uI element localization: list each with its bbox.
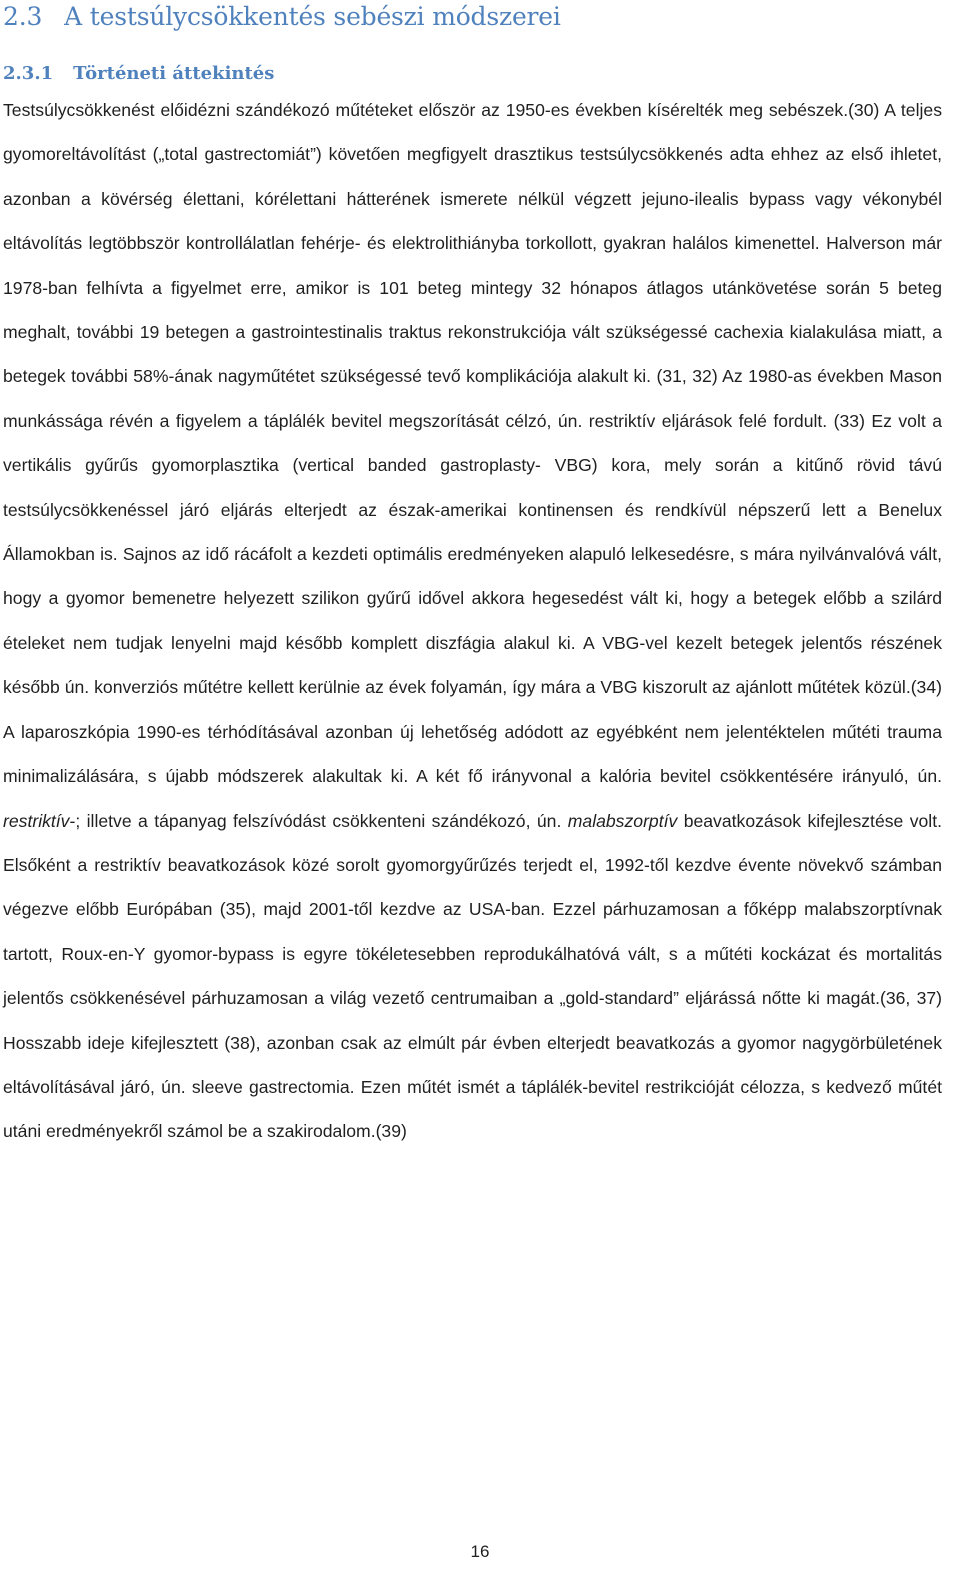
section-title: A testsúlycsökkentés sebészi módszerei	[64, 2, 561, 31]
section-number: 2.3	[3, 2, 43, 31]
subsection-number: 2.3.1	[3, 63, 54, 84]
paragraph-emphasis-2: malabszorptív	[567, 810, 678, 831]
paragraph-text-1: Testsúlycsökkenést előidézni szándékozó műtéteket először az 1950-es években kísérelték meg sebészek.(30) A teljes gyomoreltávolítást („total gastrectomiát”) követően megfigyelt drasztikus testsúlycsökkenés adta ehhez az első ihletet, azonban a kövérség élettani, kórélettani hátterének ismerete nélkül végzett jejuno-ilealis bypass vagy vékonybél eltávolítás legtöbbször kontrollálatlan fehérje- és elektrolithiányba torkollott, gyakran halálos kimenettel. Halverson már 1978-ban felhívta a figyelmet erre, amikor is 101 beteg mintegy 32 hónapos átlagos utánkövetése során 5 beteg meghalt, további 19 betegen a gastrointestinalis traktus rekonstrukciója vált szükségessé cachexia kialakulása miatt, a betegek további 58%-ának nagyműtétet szükségessé tevő komplikációja alakult ki. (31, 32) Az 1980-as években Mason munkássága révén a figyelem a táplálék bevitel megszorítását célzó, ún. restriktív eljárások felé fordult. (33) Ez volt a vertikális gyűrűs gyomorplasztika (vertical banded gastroplasty- VBG) kora, mely során a kitűnő rövid távú testsúlycsökkenéssel járó eljárás elterjedt az észak-amerikai kontinensen és rendkívül népszerű lett a Benelux Államokban is. Sajnos az idő rácáfolt a kezdeti optimális eredményeken alapuló lelkesedésre, s mára nyilvánvalóvá vált, hogy a gyomor bemenetre helyezett szilikon gyűrű idővel akkora hegesedést vált ki, hogy a betegek előbb a szilárd ételeket nem tudjak lenyelni majd később komplett diszfágia alakul ki. A VBG-vel kezelt betegek jelentős részének később ún. konverziós műtétre kellett kerülnie az évek folyamán, így mára a VBG kiszorult az ajánlott műtétek közül.(34) A laparoszkópia 1990-es térhódításával azonban új lehetőség adódott az egyébként nem jelentéktelen műtéti trauma minimalizálására, s újabb módszerek alakultak ki. A két fő irányvonal a kalória bevitel csökkentésére irányuló, ún.	[3, 100, 942, 787]
paragraph	[3, 88, 942, 1154]
paragraph-text-2: -; illetve a tápanyag felszívódást csökkenteni szándékozó, ún.	[69, 810, 568, 831]
section-heading	[3, 2, 561, 31]
paragraph-emphasis-1: restriktív	[3, 810, 70, 831]
subsection-title: Történeti áttekintés	[73, 63, 275, 84]
page-number: 16	[470, 1542, 490, 1561]
paragraph-text-3: beavatkozások kifejlesztése volt. Elsőként a restriktív beavatkozások közé sorolt gyomorgyűrűzés terjedt el, 1992-től kezdve évente növekvő számban végezve előbb Európában (35), majd 2001-től kezdve az USA-ban. Ezzel párhuzamosan a főképp malabszorptívnak tartott, Roux-en-Y gyomor-bypass is egyre tökéletesebben reprodukálhatóvá vált, s a műtéti kockázat és mortalitás jelentős csökkenésével párhuzamosan a világ vezető centrumaiban a „gold-standard” eljárássá nőtte ki magát.(36, 37) Hosszabb ideje kifejlesztett (38), azonban csak az elmúlt pár évben elterjedt beavatkozás a gyomor nagygörbületének eltávolításával járó, ún. sleeve gastrectomia. Ezen műtét ismét a táplálék-bevitel restrikcióját célozza, s kedvező műtét utáni eredményekről számol be a szakirodalom.(39)	[3, 810, 942, 1142]
body-text	[3, 88, 942, 1154]
subsection-heading	[3, 63, 274, 84]
